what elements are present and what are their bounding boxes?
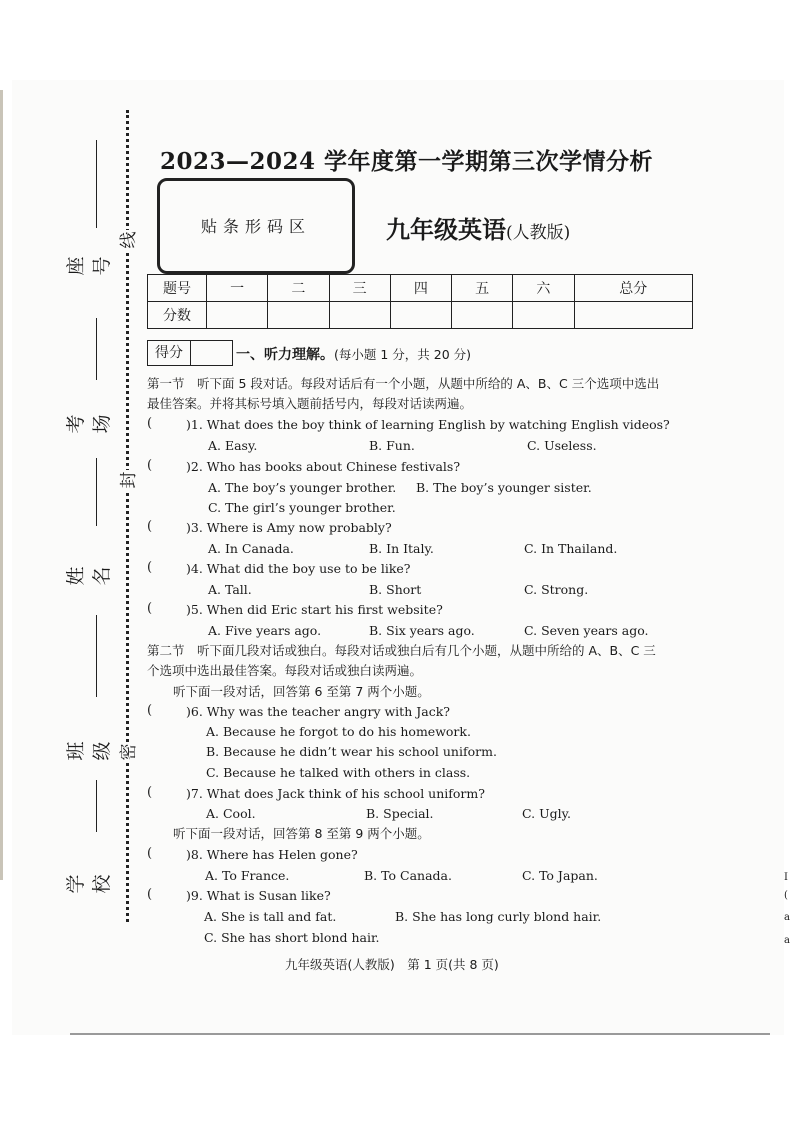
option-a: A. She is tall and fat. [204, 909, 337, 924]
question-stem: )6. Why was the teacher angry with Jack? [186, 704, 450, 719]
score-cell-2[interactable] [268, 302, 329, 329]
col-total: 总分 [574, 275, 693, 302]
part1-instruction-2: 最佳答案。并将其标号填入题前括号内，每段对话读两遍。 [147, 396, 473, 411]
scan-edge [0, 90, 3, 880]
option-c: C. Strong. [524, 582, 589, 597]
school-label: 学校 [65, 874, 113, 894]
question-stem: )7. What does Jack think of his school uniform? [186, 786, 485, 801]
option-b: B. The boy’s younger sister. [416, 480, 592, 495]
option-b: B. Fun. [369, 438, 415, 453]
binding-char-secret: 密 [119, 743, 139, 761]
exam-subject [386, 210, 570, 245]
option-b: B. She has long curly blond hair. [395, 909, 602, 924]
score-cell-5[interactable] [452, 302, 513, 329]
score-cell-total[interactable] [574, 302, 693, 329]
option-b: B. Short [369, 582, 422, 597]
option-b: B. Special. [366, 806, 434, 821]
option-c: C. In Thailand. [524, 541, 618, 556]
class-line[interactable] [96, 615, 97, 697]
answer-paren[interactable]: ( [147, 846, 153, 861]
score-label: 分数 [148, 302, 207, 329]
binding-char-line: 线 [119, 231, 139, 249]
question-number-label: 题号 [148, 275, 207, 302]
option-b: B. Six years ago. [369, 623, 475, 638]
score-table [147, 274, 693, 329]
section-score-box [147, 340, 233, 366]
exam-room-label: 考场 [65, 414, 113, 434]
option-a: A. In Canada. [208, 541, 294, 556]
option-b: B. Because he didn’t wear his school uniform. [206, 744, 497, 759]
exam-room-line[interactable] [96, 318, 97, 380]
option-a: A. Tall. [208, 582, 252, 597]
answer-paren[interactable]: ( [147, 416, 153, 431]
school-line[interactable] [96, 780, 97, 832]
col-2: 二 [268, 275, 329, 302]
section-score-cell[interactable] [191, 341, 232, 365]
question-stem: )8. Where has Helen gone? [186, 847, 358, 862]
answer-paren[interactable]: ( [147, 601, 153, 616]
section-title [236, 344, 471, 364]
option-a: A. Cool. [206, 806, 256, 821]
section-score-label: 得分 [148, 341, 191, 365]
option-a: A. The boy’s younger brother. [208, 480, 397, 495]
exam-title: 2023—2024 学年度第一学期第三次学情分析 [160, 148, 654, 175]
binding-char-seal: 封 [119, 471, 139, 489]
part2-instruction-2: 个选项中选出最佳答案。每段对话或独白读两遍。 [147, 663, 423, 678]
answer-paren[interactable]: ( [147, 560, 153, 575]
question-stem: )2. Who has books about Chinese festivals? [186, 459, 461, 474]
question-stem: )5. When did Eric start his first website? [186, 602, 443, 617]
option-c: C. Useless. [527, 438, 597, 453]
option-a: A. To France. [205, 868, 290, 883]
answer-paren[interactable]: ( [147, 703, 153, 718]
part2-instruction-1: 第二节 听下面几段对话或独白。每段对话或独白后有几个小题，从题中所给的 A、B、C 三 [147, 643, 656, 658]
score-cell-1[interactable] [207, 302, 268, 329]
score-table-score-row [148, 302, 693, 329]
seat-number-label: 座号 [65, 256, 113, 276]
seat-number-line[interactable] [96, 140, 97, 228]
option-c: C. To Japan. [522, 868, 598, 883]
name-label: 姓名 [65, 566, 113, 586]
part1-instruction-1: 第一节 听下面 5 段对话。每段对话后有一个小题，从题中所给的 A、B、C 三个选项中选出 [147, 376, 660, 391]
section-title-note: (每小题 1 分，共 20 分) [334, 347, 472, 362]
question-stem: )9. What is Susan like? [186, 888, 331, 903]
score-cell-3[interactable] [329, 302, 390, 329]
edge-glyph: I [784, 872, 788, 883]
edge-glyph: a [784, 935, 790, 946]
section-title-text: 一、听力理解。 [236, 347, 334, 363]
col-6: 六 [513, 275, 574, 302]
question-stem: )1. What does the boy think of learning English by watching English videos? [186, 417, 670, 432]
col-4: 四 [390, 275, 451, 302]
option-c: C. The girl’s younger brother. [208, 500, 396, 515]
name-line[interactable] [96, 458, 97, 526]
page-footer: 九年级英语(人教版) 第 1 页(共 8 页) [285, 957, 499, 972]
score-cell-6[interactable] [513, 302, 574, 329]
option-c: C. Seven years ago. [524, 623, 649, 638]
question-stem: )4. What did the boy use to be like? [186, 561, 411, 576]
option-c: C. Ugly. [522, 806, 571, 821]
edge-glyph: ( [784, 890, 788, 901]
dialog-intro-6-7: 听下面一段对话，回答第 6 至第 7 两个小题。 [173, 684, 430, 699]
option-b: B. In Italy. [369, 541, 434, 556]
score-table-header-row [148, 275, 693, 302]
option-a: A. Five years ago. [208, 623, 322, 638]
col-5: 五 [452, 275, 513, 302]
score-cell-4[interactable] [390, 302, 451, 329]
edition-label: (人教版) [506, 223, 571, 243]
col-1: 一 [207, 275, 268, 302]
answer-paren[interactable]: ( [147, 785, 153, 800]
option-a: A. Easy. [208, 438, 258, 453]
edge-glyph: a [784, 912, 790, 923]
option-b: B. To Canada. [364, 868, 452, 883]
barcode-label: 贴条形码区 [200, 217, 311, 236]
answer-paren[interactable]: ( [147, 458, 153, 473]
col-3: 三 [329, 275, 390, 302]
answer-paren[interactable]: ( [147, 887, 153, 902]
answer-paren[interactable]: ( [147, 519, 153, 534]
bottom-rule [70, 1033, 770, 1035]
option-c: C. Because he talked with others in class. [206, 765, 471, 780]
dialog-intro-8-9: 听下面一段对话，回答第 8 至第 9 两个小题。 [173, 826, 430, 841]
option-c: C. She has short blond hair. [204, 930, 380, 945]
subject-name: 九年级英语 [386, 215, 506, 244]
question-stem: )3. Where is Amy now probably? [186, 520, 392, 535]
barcode-area [157, 178, 355, 274]
option-a: A. Because he forgot to do his homework. [206, 724, 471, 739]
class-label: 班级 [65, 741, 113, 761]
